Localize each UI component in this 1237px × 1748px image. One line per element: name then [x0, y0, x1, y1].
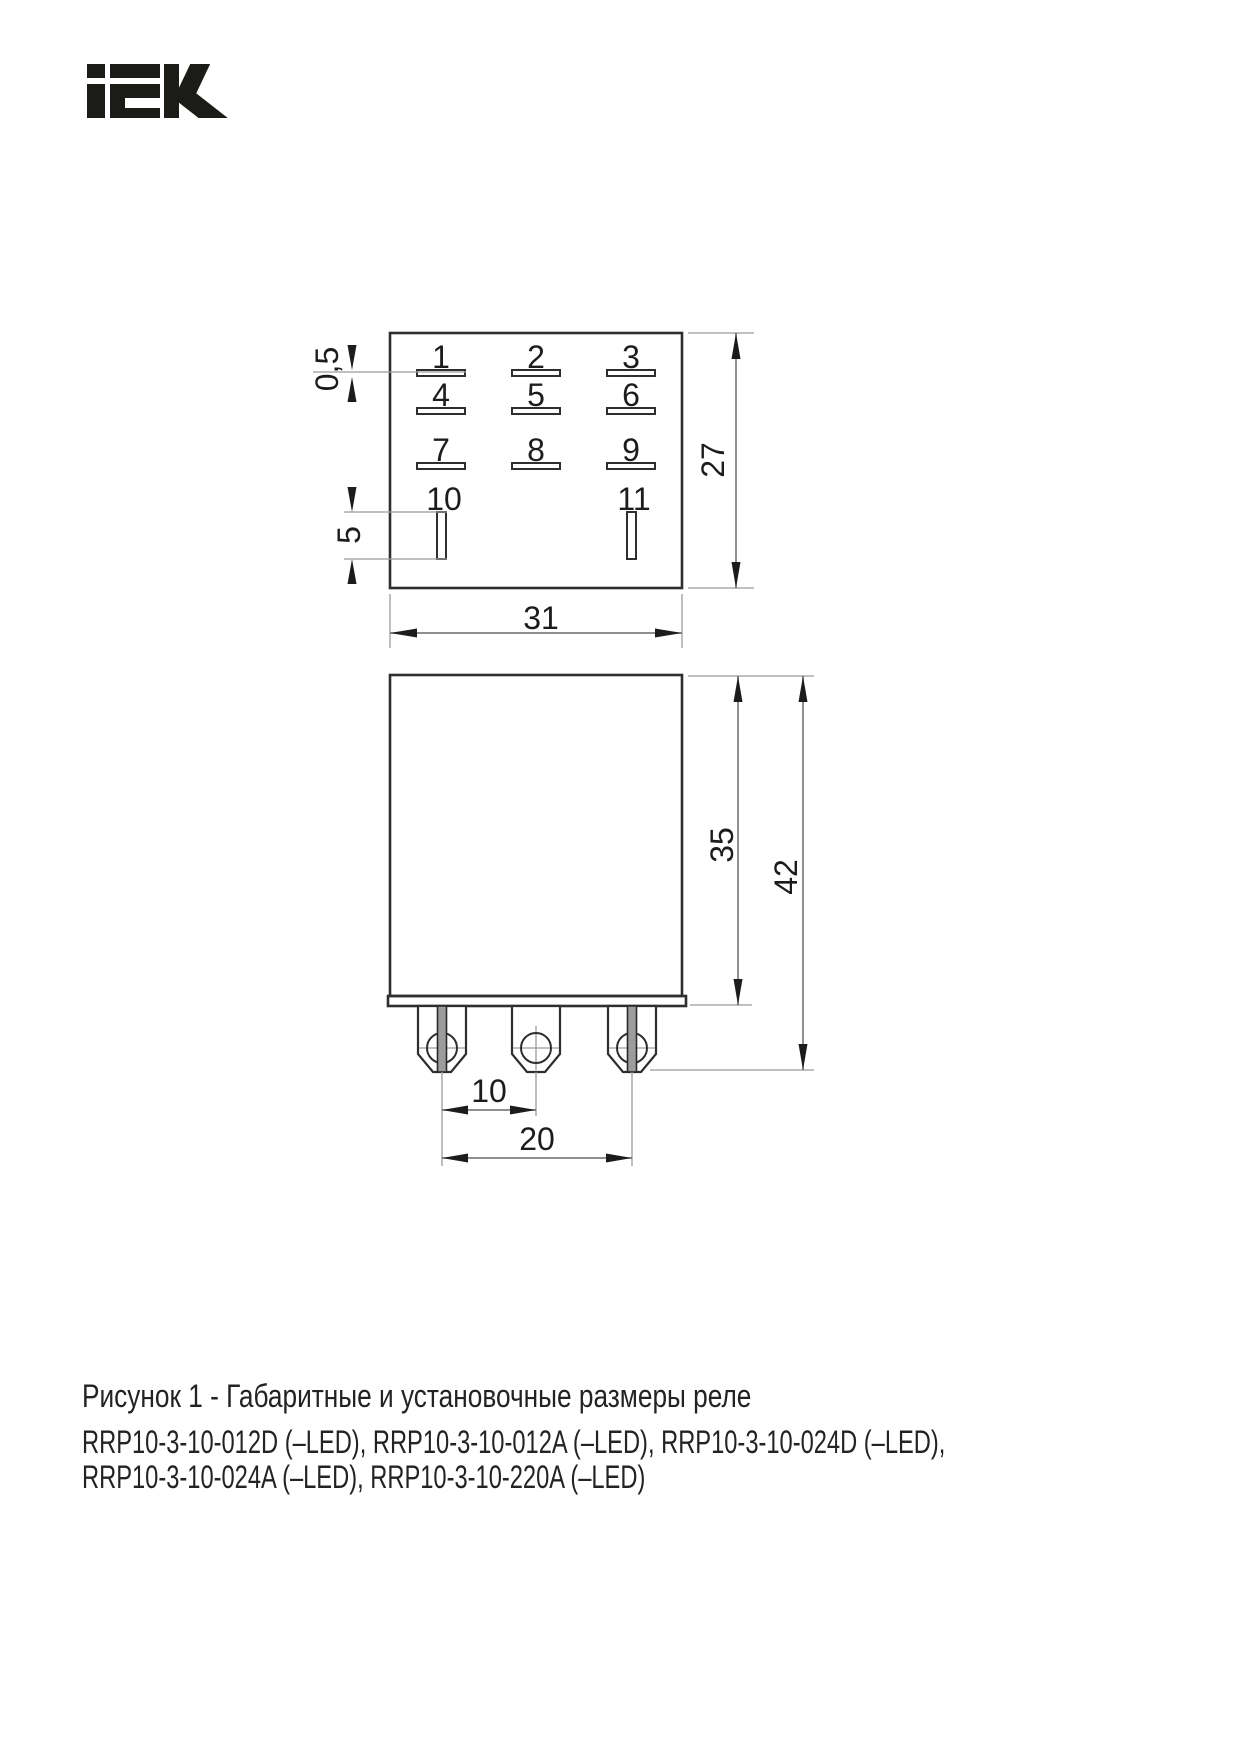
front-view: [388, 675, 814, 1166]
logo-k-stem: [164, 64, 179, 118]
pin-label-3: 3: [622, 339, 640, 375]
dim-slot-thickness-label: 0,5: [309, 346, 345, 392]
dim-slot-length-label: 5: [331, 526, 367, 544]
dim-pin-span-label: 20: [519, 1121, 555, 1157]
iek-logo: [87, 56, 226, 128]
arrowhead: [734, 979, 743, 1005]
arrowhead: [732, 562, 741, 588]
front-view-base: [388, 996, 686, 1006]
arrowhead: [606, 1154, 632, 1163]
logo-e-slit: [125, 98, 161, 108]
arrowhead: [799, 676, 808, 702]
pin-label-4: 4: [432, 377, 450, 413]
dim-pin-pitch-label: 10: [471, 1073, 507, 1109]
dim-width: [390, 594, 682, 648]
logo-k-diagonals: [185, 56, 226, 128]
arrowhead: [390, 629, 417, 638]
pin-label-8: 8: [527, 432, 545, 468]
dim-width-label: 31: [523, 600, 559, 636]
dim-overall-height-label: 42: [768, 859, 804, 895]
arrowhead: [442, 1154, 468, 1163]
arrowhead: [734, 676, 743, 702]
figure-caption-models-line2: RRP10-3-10-024A (–LED), RRP10-3-10-220A (–LED): [82, 1459, 646, 1495]
dim-body-height: [704, 676, 743, 1005]
pin-label-7: 7: [432, 432, 450, 468]
arrowhead: [348, 559, 357, 584]
pin-label-2: 2: [527, 339, 545, 375]
arrowhead: [732, 333, 741, 359]
arrowhead: [442, 1106, 468, 1115]
dim-body-height-label: 35: [704, 827, 740, 863]
pin-label-5: 5: [527, 377, 545, 413]
pin-slot-10: [437, 512, 446, 559]
dim-top-height: [688, 333, 754, 588]
logo-i-dot: [87, 64, 105, 78]
arrowhead: [655, 629, 682, 638]
front-view-body-outline: [390, 675, 682, 996]
top-view: [309, 333, 754, 648]
rear-pin-11: [628, 1006, 637, 1072]
logo-e-top-bar: [110, 64, 160, 78]
logo-i-body: [87, 84, 105, 118]
arrowhead: [348, 377, 357, 402]
arrowhead: [510, 1106, 536, 1115]
pin-label-11: 11: [617, 481, 651, 517]
dim-top-height-label: 27: [695, 442, 731, 478]
dim-overall-height: [768, 676, 808, 1070]
dim-pin-pitch: [442, 1073, 536, 1115]
pin-label-9: 9: [622, 432, 640, 468]
figure-caption-title: Рисунок 1 - Габаритные и установочные размеры реле: [82, 1378, 752, 1414]
arrowhead: [348, 345, 357, 370]
pin-slot-11: [627, 512, 636, 559]
pin-label-10: 10: [426, 481, 462, 517]
dim-pin-span: [442, 1121, 632, 1163]
arrowhead: [348, 487, 357, 512]
arrowhead: [799, 1044, 808, 1070]
pin-label-1: 1: [432, 339, 450, 375]
figure-caption-models-line1: RRP10-3-10-012D (–LED), RRP10-3-10-012A (–LED), RRP10-3-10-024D (–LED),: [82, 1424, 946, 1460]
pin-label-6: 6: [622, 377, 640, 413]
rear-pin-10: [438, 1006, 447, 1072]
